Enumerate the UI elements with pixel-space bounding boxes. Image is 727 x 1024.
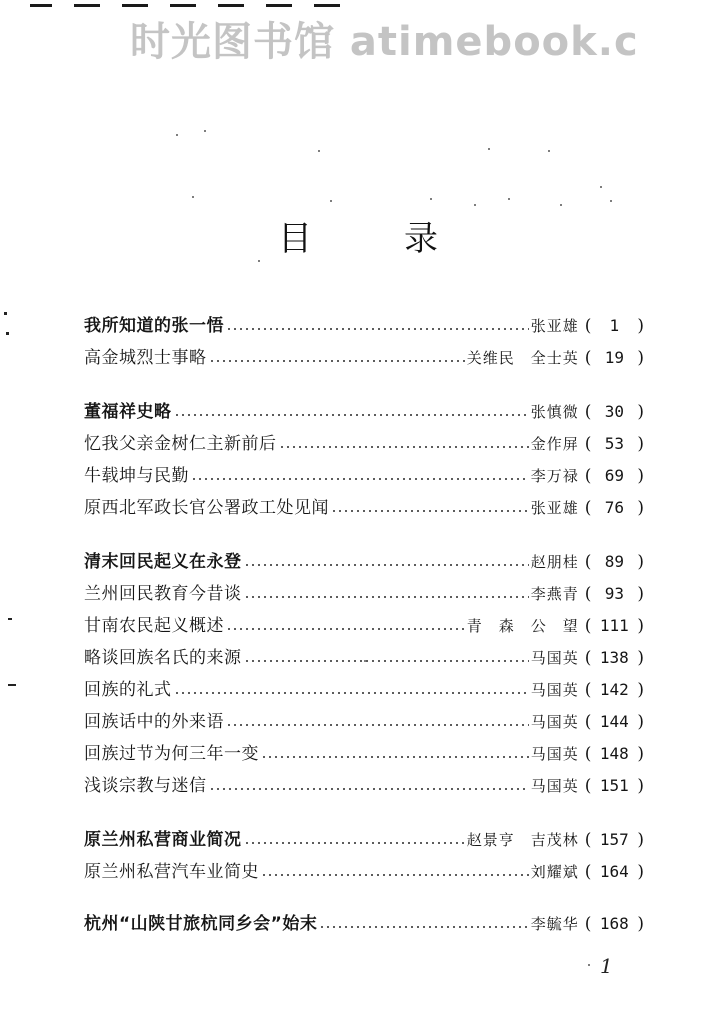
toc-entry-author: 马国英 <box>530 649 579 667</box>
contents-heading <box>270 214 470 264</box>
dot-leader <box>244 564 529 566</box>
toc-entry[interactable] <box>84 430 644 458</box>
close-paren: ) <box>637 914 644 934</box>
toc-entry-title: 浅谈宗教与迷信 <box>84 776 207 796</box>
heading-char-left: 目 <box>278 219 312 259</box>
toc-entry[interactable] <box>84 344 644 372</box>
dot-leader <box>261 756 529 758</box>
open-paren: ( <box>584 316 592 336</box>
toc-entry-title: 董福祥史略 <box>84 402 172 422</box>
toc-entry-page: 69 <box>604 466 624 485</box>
toc-entry-title: 回族话中的外来语 <box>84 712 224 732</box>
toc-entry[interactable] <box>84 398 644 426</box>
toc-entry-page: 151 <box>599 776 629 795</box>
toc-entry[interactable] <box>84 462 644 490</box>
toc-entry-author: 马国英 <box>530 745 579 763</box>
close-paren: ) <box>637 498 644 518</box>
toc-entry-page: 30 <box>604 402 624 421</box>
toc-entry-page: 111 <box>599 616 629 635</box>
toc-entry-author: 马国英 <box>530 713 579 731</box>
dot-leader <box>244 596 529 598</box>
toc-entry-title: 原兰州私营商业简况 <box>84 830 242 850</box>
open-paren: ( <box>584 830 592 850</box>
toc-entry-title: 杭州“山陕甘旅杭同乡会”始末 <box>84 914 318 934</box>
open-paren: ( <box>584 914 592 934</box>
dot-leader <box>209 788 529 790</box>
toc-entry-author: 李燕青 <box>530 585 579 603</box>
close-paren: ) <box>637 348 644 368</box>
toc-entry-title: 忆我父亲金树仁主新前后 <box>84 434 277 454</box>
close-paren: ) <box>637 680 644 700</box>
open-paren: ( <box>584 584 592 604</box>
open-paren: ( <box>584 552 592 572</box>
close-paren: ) <box>637 584 644 604</box>
toc-entry-page: 138 <box>599 648 629 667</box>
close-paren: ) <box>637 434 644 454</box>
toc-entry[interactable] <box>84 676 644 704</box>
toc-entry-page: 148 <box>599 744 629 763</box>
toc-entry-author: 赵景亨 吉茂林 <box>466 831 579 849</box>
open-paren: ( <box>584 466 592 486</box>
toc-entry-author: 张亚雄 <box>530 317 579 335</box>
toc-entry-page: 168 <box>599 914 629 933</box>
toc-entry-title: 我所知道的张一悟 <box>84 316 224 336</box>
toc-entry-page: 1 <box>609 316 620 335</box>
toc-entry[interactable] <box>84 494 644 522</box>
heading-char-right: 录 <box>404 219 438 259</box>
toc-entry-title: 回族的礼式 <box>84 680 172 700</box>
open-paren: ( <box>584 648 592 668</box>
toc-entry-page: 157 <box>599 830 629 849</box>
close-paren: ) <box>637 402 644 422</box>
toc-entry-page: 93 <box>604 584 624 603</box>
toc-entry-title: 高金城烈士事略 <box>84 348 207 368</box>
toc-entry-title: 甘南农民起义概述 <box>84 616 224 636</box>
close-paren: ) <box>637 648 644 668</box>
margin-mark <box>8 684 16 686</box>
dot-leader <box>191 478 529 480</box>
toc-entry-title: 清末回民起义在永登 <box>84 552 242 572</box>
toc-entry-author: 关维民 全士英 <box>466 349 579 367</box>
page-number: 1 <box>600 954 613 978</box>
toc-entry[interactable] <box>84 612 644 640</box>
open-paren: ( <box>584 744 592 764</box>
toc-entry-author: 青 森 公 望 <box>466 617 579 635</box>
open-paren: ( <box>584 776 592 796</box>
toc-entry[interactable] <box>84 826 644 854</box>
open-paren: ( <box>584 862 592 882</box>
open-paren: ( <box>584 402 592 422</box>
toc-entry-title: 原西北军政长官公署政工处见闻 <box>84 498 329 518</box>
toc-entry-author: 李毓华 <box>530 915 579 933</box>
toc-entry[interactable] <box>84 772 644 800</box>
margin-mark <box>6 332 9 335</box>
watermark-text: 时光图书馆 atimebook.c <box>130 19 639 65</box>
close-paren: ) <box>637 316 644 336</box>
toc-entry-title: 略谈回族名氏的来源 <box>84 648 242 668</box>
close-paren: ) <box>637 776 644 796</box>
toc-entry-author: 张慎微 <box>530 403 579 421</box>
margin-mark <box>8 618 12 620</box>
toc-entry[interactable] <box>84 580 644 608</box>
toc-entry-title: 原兰州私营汽车业简史 <box>84 862 259 882</box>
toc-entry[interactable] <box>84 644 644 672</box>
open-paren: ( <box>584 348 592 368</box>
dot-leader <box>279 446 529 448</box>
dot-leader <box>226 628 465 630</box>
toc-entry-author: 赵朋桂 <box>530 553 579 571</box>
dot-leader <box>331 510 529 512</box>
toc-entry[interactable] <box>84 548 644 576</box>
toc-entry-title: 回族过节为何三年一变 <box>84 744 259 764</box>
toc-entry-page: 53 <box>604 434 624 453</box>
close-paren: ) <box>637 830 644 850</box>
close-paren: ) <box>637 712 644 732</box>
toc-entry-author: 张亚雄 <box>530 499 579 517</box>
toc-entry-author: 李万禄 <box>530 467 579 485</box>
dot-leader <box>174 692 529 694</box>
dot-leader <box>261 874 529 876</box>
toc-entry[interactable] <box>84 312 644 340</box>
toc-entry-title: 牛载坤与民勤 <box>84 466 189 486</box>
dot-leader <box>174 414 529 416</box>
toc-entry-page: 164 <box>599 862 629 881</box>
close-paren: ) <box>637 466 644 486</box>
toc-entry-author: 马国英 <box>530 777 579 795</box>
toc-entry[interactable] <box>84 708 644 736</box>
close-paren: ) <box>637 552 644 572</box>
open-paren: ( <box>584 712 592 732</box>
open-paren: ( <box>584 616 592 636</box>
dot-leader <box>226 724 529 726</box>
dot-leader <box>226 328 529 330</box>
open-paren: ( <box>584 680 592 700</box>
toc-entry-author: 金作屏 <box>530 435 579 453</box>
close-paren: ) <box>637 616 644 636</box>
toc-entry-page: 144 <box>599 712 629 731</box>
toc-entry[interactable] <box>84 910 644 938</box>
toc-entry[interactable] <box>84 858 644 886</box>
toc-entry-page: 76 <box>604 498 624 517</box>
toc-entry-author: 刘耀斌 <box>530 863 579 881</box>
dot-leader <box>209 360 465 362</box>
toc-entry[interactable] <box>84 740 644 768</box>
toc-entry-page: 19 <box>604 348 624 367</box>
open-paren: ( <box>584 434 592 454</box>
toc-entry-page: 89 <box>604 552 624 571</box>
open-paren: ( <box>584 498 592 518</box>
dot-leader <box>319 926 528 928</box>
close-paren: ) <box>637 744 644 764</box>
dot-leader <box>244 842 465 844</box>
dot-leader <box>244 660 529 662</box>
toc-entry-title: 兰州回民教育今昔谈 <box>84 584 242 604</box>
margin-mark <box>4 312 7 315</box>
close-paren: ) <box>637 862 644 882</box>
toc-entry-page: 142 <box>599 680 629 699</box>
toc-entry-author: 马国英 <box>530 681 579 699</box>
